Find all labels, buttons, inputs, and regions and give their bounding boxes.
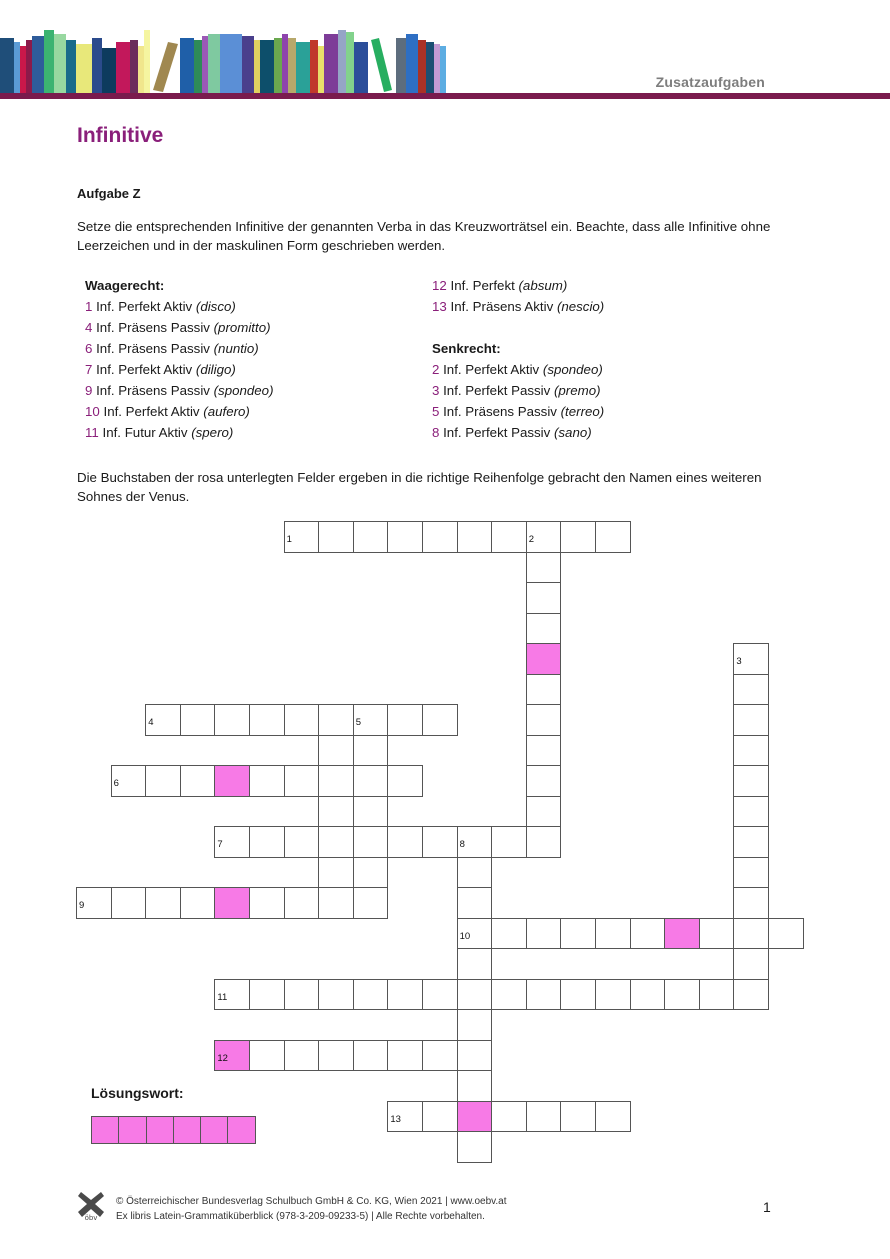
clue-across-1: 1 Inf. Perfekt Aktiv (disco) <box>85 299 236 314</box>
copyright-notice <box>116 1194 507 1224</box>
clue-across-4: 4 Inf. Präsens Passiv (promitto) <box>85 320 271 335</box>
crossword-cell[interactable] <box>353 796 389 828</box>
crossword-cell[interactable] <box>353 704 389 736</box>
solution-box[interactable] <box>200 1116 228 1144</box>
crossword-cell[interactable] <box>733 735 769 767</box>
crossword-cell[interactable] <box>733 887 769 919</box>
crossword-cell[interactable] <box>249 704 285 736</box>
oebv-logo-icon <box>76 1190 106 1222</box>
crossword-cell[interactable] <box>180 704 216 736</box>
crossword-cell[interactable] <box>733 643 769 675</box>
crossword-cell[interactable] <box>457 1070 493 1102</box>
clue-down-2: 2 Inf. Perfekt Aktiv (spondeo) <box>432 362 603 377</box>
crossword-cell[interactable] <box>422 826 458 858</box>
clue-number: 6 <box>113 778 119 789</box>
crossword-cell[interactable] <box>387 704 423 736</box>
crossword-cell[interactable] <box>180 887 216 919</box>
crossword-cell[interactable] <box>249 1040 285 1072</box>
clue-across-12: 12 Inf. Perfekt (absum) <box>432 278 568 293</box>
crossword-cell[interactable] <box>387 826 423 858</box>
crossword-cell[interactable] <box>214 826 250 858</box>
crossword-cell[interactable] <box>526 582 562 614</box>
clue-number: 5 <box>355 717 362 728</box>
clue-down-3: 3 Inf. Perfekt Passiv (premo) <box>432 383 601 398</box>
crossword-cell[interactable] <box>526 979 562 1011</box>
clue-across-10: 10 Inf. Perfekt Aktiv (aufero) <box>85 404 250 419</box>
crossword-cell[interactable] <box>353 1040 389 1072</box>
clues-column-right <box>432 275 604 443</box>
crossword-cell[interactable] <box>318 857 354 889</box>
clue-number: 1 <box>286 534 292 545</box>
crossword-cell[interactable] <box>457 887 493 919</box>
clue-across-6: 6 Inf. Präsens Passiv (nuntio) <box>85 341 259 356</box>
crossword-cell[interactable] <box>733 857 769 889</box>
crossword-cell[interactable] <box>733 948 769 980</box>
crossword-cell[interactable] <box>353 765 389 797</box>
crossword-cell[interactable] <box>318 979 354 1011</box>
crossword-cell[interactable] <box>387 979 423 1011</box>
crossword-cell[interactable] <box>318 1040 354 1072</box>
crossword-cell[interactable] <box>630 979 666 1011</box>
crossword-cell[interactable] <box>526 1101 562 1133</box>
clue-number: 13 <box>390 1113 401 1125</box>
crossword-cell-highlighted[interactable] <box>664 918 700 950</box>
clue-down-8: 8 Inf. Perfekt Passiv (sano) <box>432 425 592 440</box>
solution-box[interactable] <box>173 1116 201 1144</box>
crossword-cell[interactable] <box>284 1040 320 1072</box>
crossword-cell[interactable] <box>284 979 320 1011</box>
clues-column-left <box>85 275 274 443</box>
crossword-cell[interactable] <box>526 735 562 767</box>
crossword-cell[interactable] <box>422 1040 458 1072</box>
crossword-cell[interactable] <box>387 521 423 553</box>
crossword-cell[interactable] <box>526 613 562 645</box>
crossword-cell[interactable] <box>560 1101 596 1133</box>
crossword-cell[interactable] <box>733 918 769 950</box>
crossword-cell[interactable] <box>457 1040 493 1072</box>
crossword-cell[interactable] <box>422 704 458 736</box>
crossword-cell[interactable] <box>733 796 769 828</box>
solution-box[interactable] <box>91 1116 119 1144</box>
clue-number: 4 <box>148 717 154 728</box>
solution-box[interactable] <box>146 1116 174 1144</box>
task-instructions: Setze die entsprechenden Infinitive der genannten Verba in das Kreuzworträtsel ein. Beachte, dass alle Infinitive ohne Leerzeichen und in der maskulinen Form geschrieben werden. <box>77 219 771 253</box>
crossword-cell[interactable] <box>318 796 354 828</box>
crossword-cell[interactable] <box>353 521 389 553</box>
crossword-cell[interactable] <box>318 521 354 553</box>
crossword-cell[interactable] <box>526 796 562 828</box>
solution-box[interactable] <box>118 1116 146 1144</box>
crossword-cell[interactable] <box>353 857 389 889</box>
crossword-cell[interactable] <box>284 826 320 858</box>
crossword-cell[interactable] <box>353 979 389 1011</box>
crossword-cell[interactable] <box>214 979 250 1011</box>
clue-across-9: 9 Inf. Präsens Passiv (spondeo) <box>85 383 274 398</box>
crossword-cell[interactable] <box>457 521 493 553</box>
crossword-cell[interactable] <box>457 1009 493 1041</box>
solution-word-boxes <box>91 1116 255 1144</box>
crossword-cell-highlighted[interactable] <box>457 1101 493 1133</box>
clue-across-7: 7 Inf. Perfekt Aktiv (diligo) <box>85 362 236 377</box>
clue-across-13: 13 Inf. Präsens Aktiv (nescio) <box>432 299 605 314</box>
crossword-cell[interactable] <box>284 765 320 797</box>
clue-number: 12 <box>217 1052 228 1064</box>
copyright-line-1: © Österreichischer Bundesverlag Schulbuch GmbH & Co. KG, Wien 2021 | www.oebv.at <box>116 1196 507 1207</box>
crossword-cell[interactable] <box>111 887 147 919</box>
crossword-cell[interactable] <box>526 918 562 950</box>
clue-number: 11 <box>217 991 228 1003</box>
crossword-cell[interactable] <box>526 704 562 736</box>
crossword-cell[interactable] <box>526 826 562 858</box>
crossword-cell[interactable] <box>145 887 181 919</box>
crossword-cell[interactable] <box>526 552 562 584</box>
clue-down-5: 5 Inf. Präsens Passiv (terreo) <box>432 404 605 419</box>
solution-label: Lösungswort: <box>91 1085 184 1101</box>
crossword-cell[interactable] <box>733 826 769 858</box>
crossword-cell[interactable] <box>387 1101 423 1133</box>
page-number: 1 <box>763 1199 771 1215</box>
crossword-cell[interactable] <box>526 765 562 797</box>
crossword-cell-highlighted[interactable] <box>214 1040 250 1072</box>
clue-number: 9 <box>79 900 85 911</box>
page-title: Infinitive <box>77 124 164 147</box>
clue-number: 3 <box>736 656 742 667</box>
clue-number: 7 <box>217 839 223 850</box>
crossword-cell[interactable] <box>733 704 769 736</box>
crossword-cell[interactable] <box>491 826 527 858</box>
crossword-cell[interactable] <box>526 521 562 553</box>
crossword-cell[interactable] <box>284 887 320 919</box>
crossword-cell[interactable] <box>733 674 769 706</box>
crossword-cell[interactable] <box>422 1101 458 1133</box>
crossword-cell[interactable] <box>457 918 493 950</box>
crossword-cell[interactable] <box>249 979 285 1011</box>
crossword-cell[interactable] <box>491 918 527 950</box>
crossword-cell[interactable] <box>457 1131 493 1163</box>
crossword-cell[interactable] <box>249 826 285 858</box>
clue-across-11: 11 Inf. Futur Aktiv (spero) <box>85 425 234 440</box>
crossword-cell[interactable] <box>457 826 493 858</box>
crossword-cell[interactable] <box>249 887 285 919</box>
crossword-cell[interactable] <box>733 765 769 797</box>
crossword-cell[interactable] <box>145 765 181 797</box>
crossword-cell[interactable] <box>318 887 354 919</box>
crossword-cell[interactable] <box>249 765 285 797</box>
crossword-cell[interactable] <box>699 918 735 950</box>
crossword-cell[interactable] <box>387 1040 423 1072</box>
crossword-cell[interactable] <box>560 979 596 1011</box>
crossword-cell[interactable] <box>630 918 666 950</box>
crossword-cell[interactable] <box>595 1101 631 1133</box>
crossword-cell[interactable] <box>595 979 631 1011</box>
across-heading: Waagerecht: <box>85 278 165 293</box>
crossword-cell[interactable] <box>491 1101 527 1133</box>
crossword-cell[interactable] <box>491 979 527 1011</box>
header-bar <box>0 93 890 99</box>
crossword-cell[interactable] <box>733 979 769 1011</box>
crossword-cell[interactable] <box>318 735 354 767</box>
crossword-cell[interactable] <box>318 704 354 736</box>
crossword-cell[interactable] <box>457 948 493 980</box>
crossword-cell[interactable] <box>699 979 735 1011</box>
copyright-line-2: Ex libris Latein-Grammatiküberblick (978-3-209-09233-5) | Alle Rechte vorbehalten. <box>116 1211 485 1222</box>
crossword-cell[interactable] <box>111 765 147 797</box>
crossword-cell[interactable] <box>353 887 389 919</box>
section-label: Zusatzaufgaben <box>655 74 765 90</box>
crossword-cell[interactable] <box>422 979 458 1011</box>
crossword-cell[interactable] <box>318 826 354 858</box>
crossword-cell[interactable] <box>284 521 320 553</box>
solution-note: Die Buchstaben der rosa unterlegten Felder ergeben in die richtige Reihenfolge gebracht den Namen eines weiteren Sohnes der Venus. <box>77 470 762 504</box>
crossword-cell[interactable] <box>457 979 493 1011</box>
crossword-cell[interactable] <box>353 826 389 858</box>
crossword-cell[interactable] <box>353 735 389 767</box>
crossword-cell[interactable] <box>318 765 354 797</box>
clue-number: 10 <box>459 930 471 942</box>
crossword-cell[interactable] <box>214 704 250 736</box>
crossword-cell[interactable] <box>76 887 112 919</box>
clue-number: 8 <box>459 839 465 850</box>
crossword-cell[interactable] <box>422 521 458 553</box>
crossword-cell[interactable] <box>180 765 216 797</box>
crossword-cell[interactable] <box>560 521 596 553</box>
crossword-cell[interactable] <box>457 857 493 889</box>
svg-text:öbv: öbv <box>84 1214 98 1222</box>
crossword-cell[interactable] <box>768 918 804 950</box>
crossword-cell[interactable] <box>387 765 423 797</box>
crossword-cell[interactable] <box>595 918 631 950</box>
clue-number: 2 <box>528 534 535 545</box>
crossword-cell[interactable] <box>284 704 320 736</box>
crossword-cell[interactable] <box>526 674 562 706</box>
crossword-cell[interactable] <box>664 979 700 1011</box>
crossword-cell[interactable] <box>145 704 181 736</box>
crossword-cell[interactable] <box>491 521 527 553</box>
crossword-cell-highlighted[interactable] <box>214 765 250 797</box>
crossword-cell-highlighted[interactable] <box>526 643 562 675</box>
crossword-cell[interactable] <box>560 918 596 950</box>
crossword-cell-highlighted[interactable] <box>214 887 250 919</box>
solution-box[interactable] <box>227 1116 255 1144</box>
task-label: Aufgabe Z <box>77 186 141 201</box>
down-heading: Senkrecht: <box>432 341 501 356</box>
crossword-cell[interactable] <box>595 521 631 553</box>
